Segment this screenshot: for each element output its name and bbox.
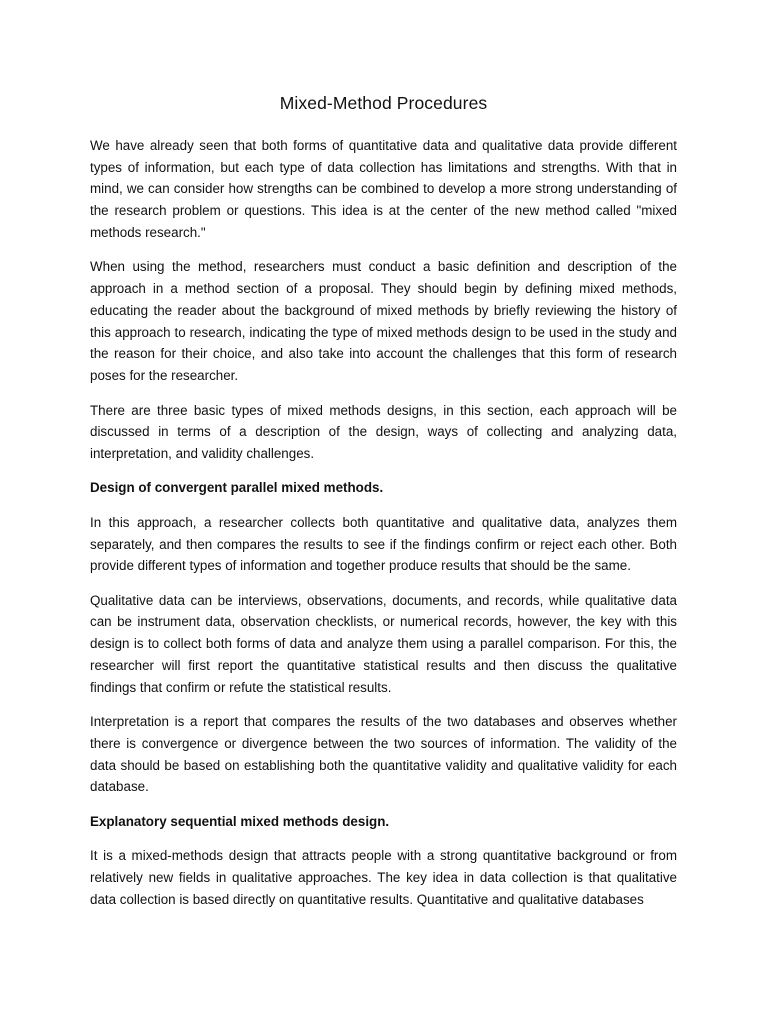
section-heading-convergent: Design of convergent parallel mixed methods. xyxy=(90,480,384,496)
paragraph-interpretation: Interpretation is a report that compares the results of the two databases and observes whether there is convergence or divergence between the two sources of information. The validity of the data should be based on establishing both the quantitative validity and qualitative validity for each database. xyxy=(90,714,677,795)
paragraph-three-designs: There are three basic types of mixed methods designs, in this section, each approach will be discussed in terms of a description of the design, ways of collecting and analyzing data, interpretation, and validity challenges. xyxy=(90,402,677,462)
section-heading-explanatory: Explanatory sequential mixed methods design. xyxy=(90,813,390,829)
paragraph-method-definition: When using the method, researchers must conduct a basic definition and description of the approach in a method section of a proposal. They should begin by defining mixed methods, educating the reader about the background of mixed methods by briefly reviewing the history of this approach to research, indicating the type of mixed methods design to be used in the study and the reason for their choice, and also take into account the challenges that this form of research poses for the researcher. xyxy=(90,259,677,384)
document-page xyxy=(90,92,677,923)
paragraph-explanatory-design: It is a mixed-methods design that attracts people with a strong quantitative background or from relatively new fields in qualitative approaches. The key idea in data collection is that qualitative data collection is based directly on quantitative results. Quantitative and qualitative databases xyxy=(90,848,677,907)
paragraph-qualitative-data: Qualitative data can be interviews, observations, documents, and records, while qualitative data can be instrument data, observation checklists, or numerical records, however, the key with this design is to collect both forms of data and analyze them using a parallel comparison. For this, the researcher will first report the quantitative statistical results and then discuss the qualitative findings that confirm or refute the statistical results. xyxy=(90,592,677,695)
paragraph-convergent-approach: In this approach, a researcher collects both quantitative and qualitative data, analyzes them separately, and then compares the results to see if the findings confirm or reject each other. Both provide different types of information and together produce results that should be the same. xyxy=(90,514,677,574)
document-title: Mixed-Method Procedures xyxy=(279,93,488,113)
paragraph-intro: We have already seen that both forms of quantitative data and qualitative data provide different types of information, but each type of data collection has limitations and strengths. With that in mind, we can consider how strengths can be combined to develop a more strong understanding of the research problem or questions. This idea is at the center of the new method called "mixed methods research." xyxy=(90,137,677,240)
